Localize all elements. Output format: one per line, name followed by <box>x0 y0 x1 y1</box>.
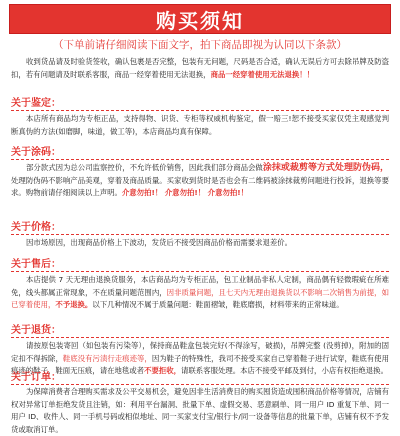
section-heading-after-sales: 关于售后： <box>11 259 61 270</box>
returns-text-a: 请按原包装寄回（如包装有污染等），保持商品鞋盒包装完好(不得涂写，破损)，吊牌完整 (没剪掉)，附加的固定扣不得拆除， <box>11 341 389 363</box>
after-sales-highlight: 因非质量问题，且七天内无理由退换货以不影响二次销售为前提，如已穿着使用， <box>11 287 389 309</box>
section-text-orders: 为保障消费者合理购买需求及公平交易机会，避免因非生活消费目的购买囤货造成囤积商品价格等情况，店铺有权对异常订单拒绝发货且注销，如：利用平台漏洞、批量下单、虚假交易、恶意刷单、同一用户 ID 重复下单、同一用户 ID、收件人、同一手机号码或相似地址、同一买家支付宝/银行卡/同一设备等信息的批量下单，店铺有权不予发货或取消订单。 <box>11 387 389 434</box>
section-text-price: 因市场原因，出现商品价格上下波动，发货后不接受因商品价格而需要求退差价。 <box>26 238 293 247</box>
section-divider <box>11 234 389 235</box>
after-sales-text-a: 本店提供 7 天无理由退换货服务，本店商品均为专柜正品，包工业制品非私人定制，商品偶有轻微瑕疵在所难免，线头都属正常现象，不在质量问题范围内， <box>11 275 389 297</box>
section-heading-returns: 关于退货： <box>11 325 61 336</box>
code-removal-highlight: 涂抹或裁剪等方式处理防伪码， <box>262 163 389 173</box>
code-removal-warning: 介意勿拍!！ 介意勿拍!！ 介意勿拍!！ <box>121 188 249 197</box>
intro-warning: 商品一经穿着使用无法退换！！ <box>210 69 315 79</box>
section-heading-orders: 关于订单： <box>11 372 61 383</box>
section-heading-authentication: 关于鉴定： <box>11 98 61 109</box>
section-divider <box>11 110 389 111</box>
title-banner <box>9 4 391 34</box>
code-removal-text-d: 购物前请仔细阅读以上声明。 <box>25 188 122 197</box>
section-divider <box>11 159 389 160</box>
after-sales-warning: 不予退换。 <box>55 300 93 309</box>
code-removal-text-a: 部分款式因为总公司监察控价，不允许低价销售，因此我们部分商品会做 <box>26 163 263 172</box>
subtitle: （下单前请仔细阅读下面文字，拍下商品即视为认同以下条款） <box>53 39 347 51</box>
section-text-returns <box>11 340 389 378</box>
returns-highlight: 鞋底没有污渍行走痕迹等， <box>62 353 152 363</box>
returns-text-c: 因为鞋子的特殊性，我司不接受买家自己穿着鞋子进行试穿，鞋底有使用痕迹的鞋子，鞋面无压痕，请在地毯或者 <box>11 353 389 375</box>
returns-warning: 不要拒收， <box>144 366 182 375</box>
section-heading-code-removal: 关于涂码： <box>11 147 61 158</box>
section-text-code-removal <box>11 162 389 200</box>
code-removal-text-c: 处理防伪码不影响产品美观，穿着及商品质量。买家收到货时是否也会有二维码被涂抹裁剪问题进行投诉，退换等要求。 <box>11 175 389 197</box>
intro-paragraph <box>11 56 389 81</box>
section-heading-price: 关于价格： <box>11 222 61 233</box>
after-sales-text-d: 以下几种情况不属于质量问题：鞋面褶皱，鞋底磨损，材料带来的正常味道。 <box>92 300 344 309</box>
page-title: 购买须知 <box>156 8 244 33</box>
intro-text: 收到货品请及时验货签收，确认包裹是否完整，包装有无问题，尺码是否合适，确认无误后方可去除吊牌及防盗扣，若有问题请及时联系客服，商品一经穿着使用无法退换， <box>11 57 389 79</box>
section-divider <box>11 271 389 272</box>
section-divider <box>11 337 389 338</box>
returns-text-e: 请联系客服处理。本店不接受平邮及到付，小店有权拒绝退换。 <box>181 366 388 375</box>
section-text-after-sales <box>11 274 389 312</box>
section-text-authentication: 本店所有商品均为专柜正品，支持得物、识货、专柜等权威机构鉴定，假一赔三!恕不接受买家仅凭主观感觉判断真伪的方法(如磨脚，味道，做工等)，本店商品均真有保障。 <box>11 114 389 136</box>
section-divider <box>11 384 389 385</box>
